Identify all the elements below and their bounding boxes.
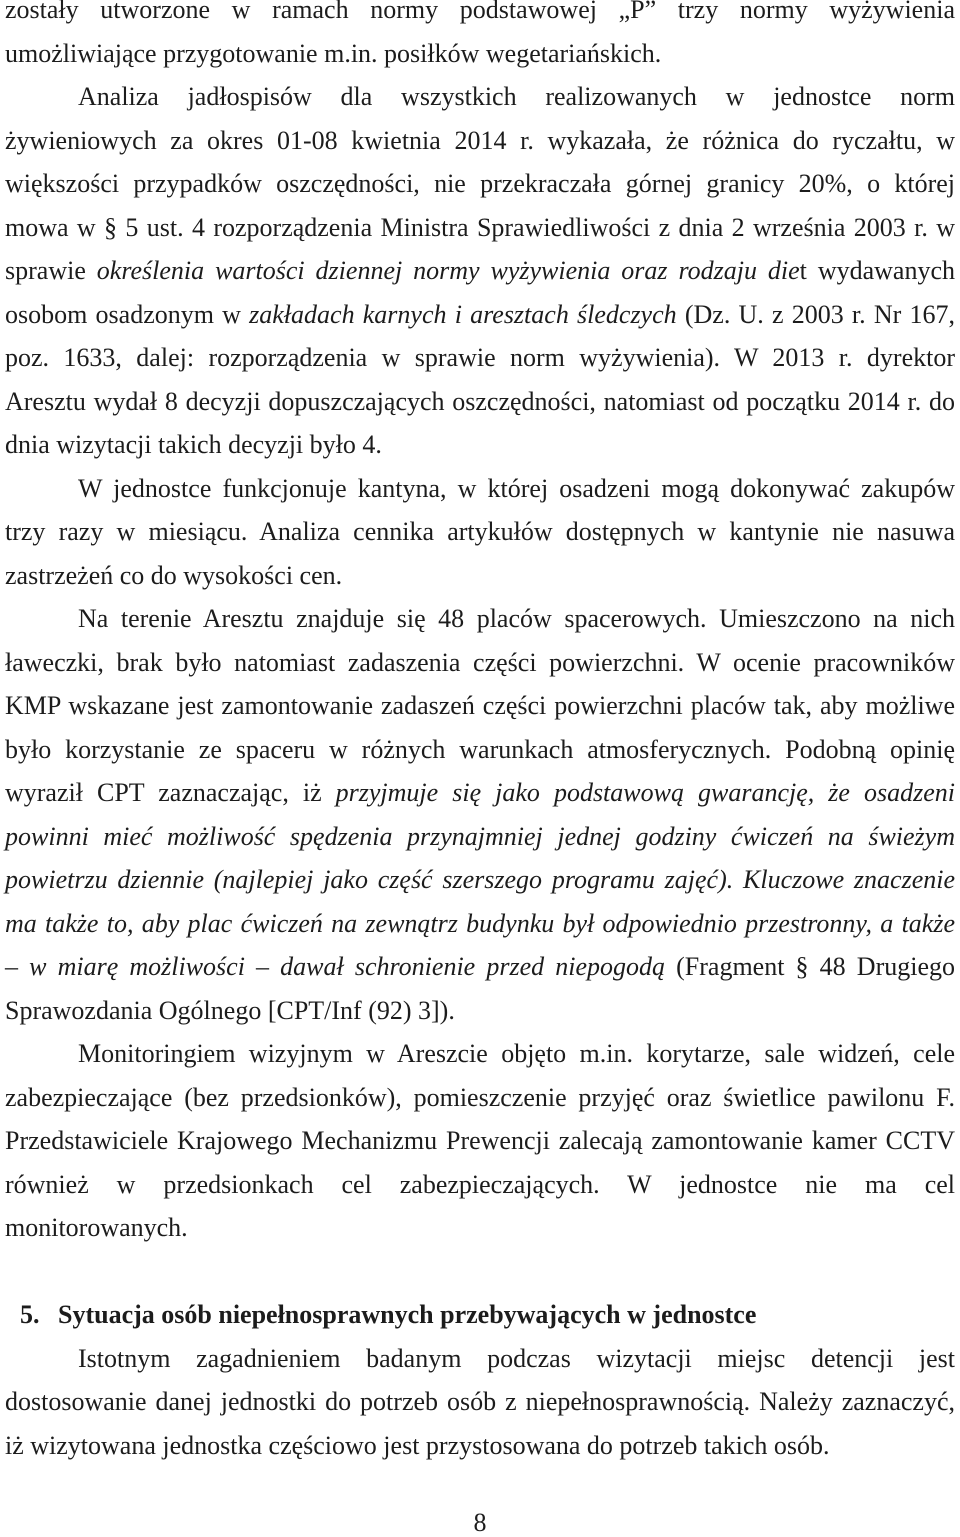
line-text: żywieniowych za okres 01-08 kwietnia 2014 r. wykazała, że różnica do ryczałtu, w bbox=[5, 125, 955, 155]
emphasized-text: zakładach karnych i aresztach śledczych bbox=[249, 299, 677, 329]
text-line bbox=[5, 162, 955, 206]
line-text: Sprawozdania Ogólnego [CPT/Inf (92) 3]). bbox=[5, 995, 455, 1025]
text-line bbox=[5, 1032, 955, 1076]
line-text: t wydawanych bbox=[799, 256, 955, 285]
paragraph bbox=[5, 597, 955, 1032]
paragraph bbox=[5, 467, 955, 598]
line-text: mowa w § 5 ust. 4 rozporządzenia Ministra Sprawiedliwości z dnia 2 września 2003 r. w bbox=[5, 212, 955, 242]
line-text: Monitoringiem wizyjnym w Areszcie objęto m.in. korytarze, sale widzeń, cele bbox=[78, 1039, 955, 1068]
text-line bbox=[5, 119, 955, 163]
emphasized-text: przyjmuje się jako podstawową gwarancję, że osadzeni bbox=[335, 778, 955, 807]
line-text: wyraził CPT zaznaczając, iż bbox=[5, 778, 336, 807]
line-text: KMP wskazane jest zamontowanie zadaszeń części powierzchni placów tak, aby możliwe bbox=[5, 691, 955, 720]
text-line bbox=[5, 1206, 955, 1250]
paragraph bbox=[5, 1032, 955, 1250]
line-text: większości przypadków oszczędności, nie przekraczała górnej granicy 20%, o której bbox=[5, 169, 955, 198]
line-text: zastrzeżeń co do wysokości cen. bbox=[5, 560, 343, 590]
text-line bbox=[5, 554, 955, 598]
line-text: zabezpieczające (bez przedsionków), pomieszczenie przyjęć oraz świetlice pawilonu F. bbox=[5, 1082, 955, 1112]
line-text: Przedstawiciele Krajowego Mechanizmu Prewencji zalecają zamontowanie kamer CCTV bbox=[5, 1126, 955, 1155]
line-text: (Dz. U. z 2003 r. Nr 167, bbox=[676, 299, 955, 329]
line-text: było korzystanie ze spaceru w różnych warunkach atmosferycznych. Podobną opinię bbox=[5, 734, 955, 764]
page-body bbox=[5, 0, 955, 1467]
line-text: dnia wizytacji takich decyzji było 4. bbox=[5, 430, 382, 459]
text-line bbox=[5, 423, 955, 467]
line-text: dostosowanie danej jednostki do potrzeb osób z niepełnosprawnością. Należy zaznaczyć, bbox=[5, 1387, 955, 1416]
emphasized-text: określenia wartości dziennej normy wyżywienia oraz rodzaju die bbox=[96, 256, 800, 285]
text-line bbox=[5, 75, 955, 119]
line-text: Na terenie Aresztu znajduje się 48 placów spacerowych. Umieszczono na nich bbox=[78, 604, 955, 633]
line-text: również w przedsionkach cel zabezpieczających. W jednostce nie ma cel bbox=[5, 1169, 955, 1199]
line-text: Aresztu wydał 8 decyzji dopuszczających oszczędności, natomiast od początku 2014 r. do bbox=[5, 386, 955, 416]
paragraph bbox=[5, 0, 955, 75]
text-line bbox=[5, 815, 955, 859]
text-line bbox=[5, 597, 955, 641]
line-text: osobom osadzonym w bbox=[5, 299, 250, 329]
line-text: poz. 1633, dalej: rozporządzenia w sprawie norm wyżywienia). W 2013 r. dyrektor bbox=[5, 343, 955, 372]
line-text: W jednostce funkcjonuje kantyna, w której osadzeni mogą dokonywać zakupów bbox=[78, 473, 955, 503]
text-line bbox=[5, 467, 955, 511]
line-text: (Fragment § 48 Drugiego bbox=[665, 952, 955, 981]
emphasized-text: – w miarę możliwości – dawał schronienie przed niepogodą bbox=[5, 952, 665, 981]
line-text: ławeczki, brak było natomiast zadaszenia części powierzchni. W ocenie pracowników bbox=[5, 647, 955, 677]
text-line bbox=[5, 902, 955, 946]
text-line bbox=[5, 641, 955, 685]
text-line bbox=[5, 510, 955, 554]
text-line bbox=[5, 1380, 955, 1424]
paragraph bbox=[5, 75, 955, 467]
text-line bbox=[5, 206, 955, 250]
paragraph bbox=[5, 1337, 955, 1468]
text-line bbox=[5, 684, 955, 728]
line-text: iż wizytowana jednostka częściowo jest przystosowana do potrzeb takich osób. bbox=[5, 1430, 830, 1460]
text-line bbox=[5, 1424, 955, 1468]
text-line bbox=[5, 771, 955, 815]
text-line bbox=[5, 336, 955, 380]
emphasized-text: powinni mieć możliwość spędzenia przynajmniej jednej godziny ćwiczeń na świeżym bbox=[5, 821, 955, 851]
text-line bbox=[5, 1337, 955, 1381]
text-line bbox=[5, 1119, 955, 1163]
page-number: 8 bbox=[473, 1508, 487, 1537]
line-text: monitorowanych. bbox=[5, 1213, 188, 1242]
text-line bbox=[5, 728, 955, 772]
line-text: Istotnym zagadnieniem badanym podczas wizytacji miejsc detencji jest bbox=[78, 1343, 955, 1373]
text-line bbox=[5, 858, 955, 902]
emphasized-text: powietrzu dziennie (najlepiej jako część szerszego programu zajęć). Kluczowe znaczenie bbox=[5, 865, 955, 894]
line-text: zostały utworzone w ramach normy podstawowej „P” trzy normy wyżywienia bbox=[5, 0, 955, 24]
text-line bbox=[5, 945, 955, 989]
text-line bbox=[5, 380, 955, 424]
line-text: Analiza jadłospisów dla wszystkich realizowanych w jednostce norm bbox=[78, 82, 955, 111]
section-number: 5. bbox=[20, 1300, 40, 1329]
line-text: umożliwiające przygotowanie m.in. posiłków wegetariańskich. bbox=[5, 38, 662, 68]
text-line bbox=[5, 0, 955, 32]
line-text: sprawie bbox=[5, 256, 97, 285]
section-title: Sytuacja osób niepełnosprawnych przebywających w jednostce bbox=[58, 1300, 757, 1329]
emphasized-text: ma także to, aby plac ćwiczeń na zewnątrz budynku był odpowiednio przestronny, a także bbox=[5, 908, 955, 938]
text-line bbox=[5, 249, 955, 293]
blank-line-spacer bbox=[5, 1250, 955, 1294]
line-text: trzy razy w miesiącu. Analiza cennika artykułów dostępnych w kantynie nie nasuwa bbox=[5, 517, 955, 546]
text-line bbox=[5, 293, 955, 337]
text-line bbox=[5, 1163, 955, 1207]
text-line bbox=[5, 32, 955, 76]
section-heading bbox=[5, 1293, 955, 1337]
text-line bbox=[5, 1076, 955, 1120]
text-line bbox=[5, 989, 955, 1033]
